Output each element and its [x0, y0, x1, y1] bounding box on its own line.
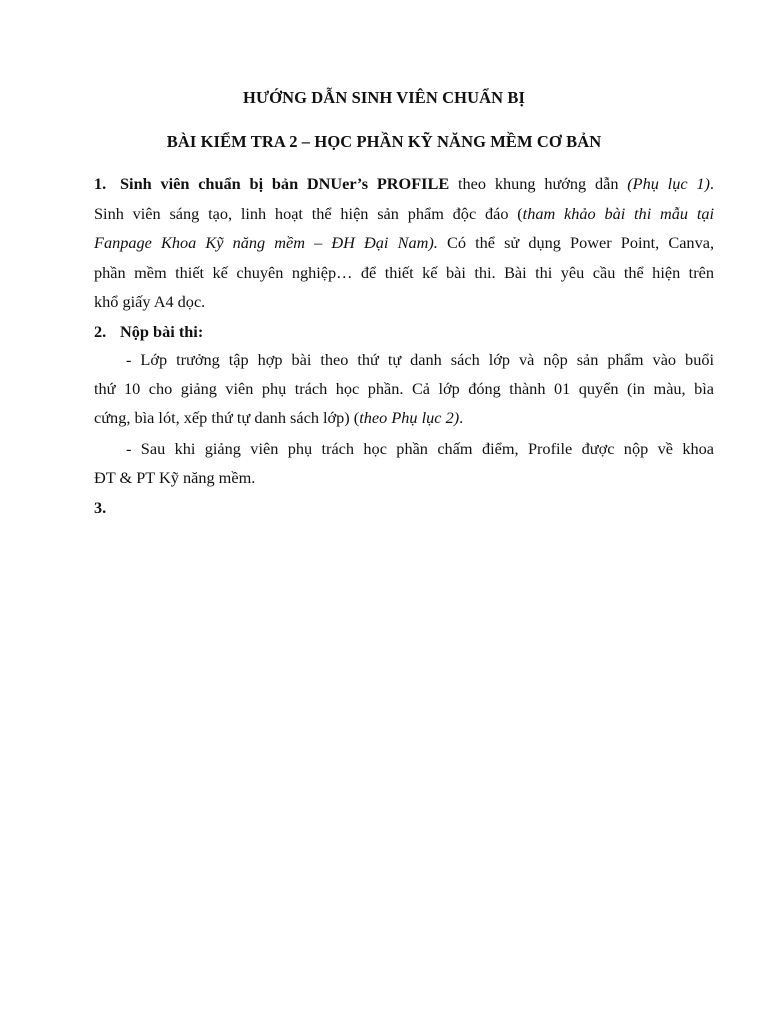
section-2-para-2-line-1: - Sau khi giảng viên phụ trách học phần chấm điểm, Profile được nộp về khoa	[126, 439, 714, 458]
section-1-number: 1.	[94, 174, 107, 193]
section-1-line-2	[94, 204, 714, 224]
section-1-italic-text: tham khảo bài thi mẫu tại	[522, 204, 715, 223]
document-title-line-1: HƯỚNG DẪN SINH VIÊN CHUẨN BỊ	[243, 88, 525, 107]
section-1-text: Có thể sử dụng Power Point, Canva,	[437, 233, 715, 252]
section-2-para-1-line-3	[94, 408, 714, 428]
section-1-italic-text: Fanpage Khoa Kỹ năng mềm – ĐH Đại Nam).	[94, 233, 438, 252]
section-3-number: 3.	[94, 498, 107, 517]
section-1-text: theo khung hướng dẫn	[449, 174, 628, 193]
appendix-2-ref: theo Phụ lục 2)	[359, 408, 460, 427]
section-1-text: Sinh viên sáng tạo, linh hoạt thể hiện sản phẩm độc đáo (	[94, 204, 523, 223]
section-1-line-4: phần mềm thiết kế chuyên nghiệp… để thiết kế bài thi. Bài thi yêu cầu thể hiện trên	[94, 263, 714, 282]
section-1-line-1	[94, 174, 714, 194]
section-2-heading: Nộp bài thi:	[120, 322, 204, 341]
document-title-line-2: BÀI KIỂM TRA 2 – HỌC PHẦN KỸ NĂNG MỀM CƠ BẢN	[166, 132, 602, 151]
section-2-para-1-line-2: thứ 10 cho giảng viên phụ trách học phần. Cả lớp đóng thành 01 quyển (in màu, bìa	[94, 379, 714, 398]
appendix-1-ref: (Phụ lục 1)	[627, 174, 710, 193]
section-1-line-3	[94, 233, 714, 253]
section-1-line-5: khổ giấy A4 dọc.	[94, 292, 206, 311]
section-2-para-1-line-1: - Lớp trưởng tập hợp bài theo thứ tự danh sách lớp và nộp sản phẩm vào buổi	[126, 350, 714, 369]
section-2-period: .	[459, 408, 464, 427]
section-2-para-2-line-2: ĐT & PT Kỹ năng mềm.	[94, 468, 256, 487]
section-1-heading: Sinh viên chuẩn bị bản DNUer’s PROFILE	[120, 174, 450, 193]
section-2-number: 2.	[94, 322, 107, 341]
section-3-heading-line	[94, 498, 714, 518]
section-2-heading-line	[94, 322, 714, 342]
section-2-text: cứng, bìa lót, xếp thứ tự danh sách lớp) (	[94, 408, 360, 427]
section-1-period: .	[709, 174, 714, 193]
